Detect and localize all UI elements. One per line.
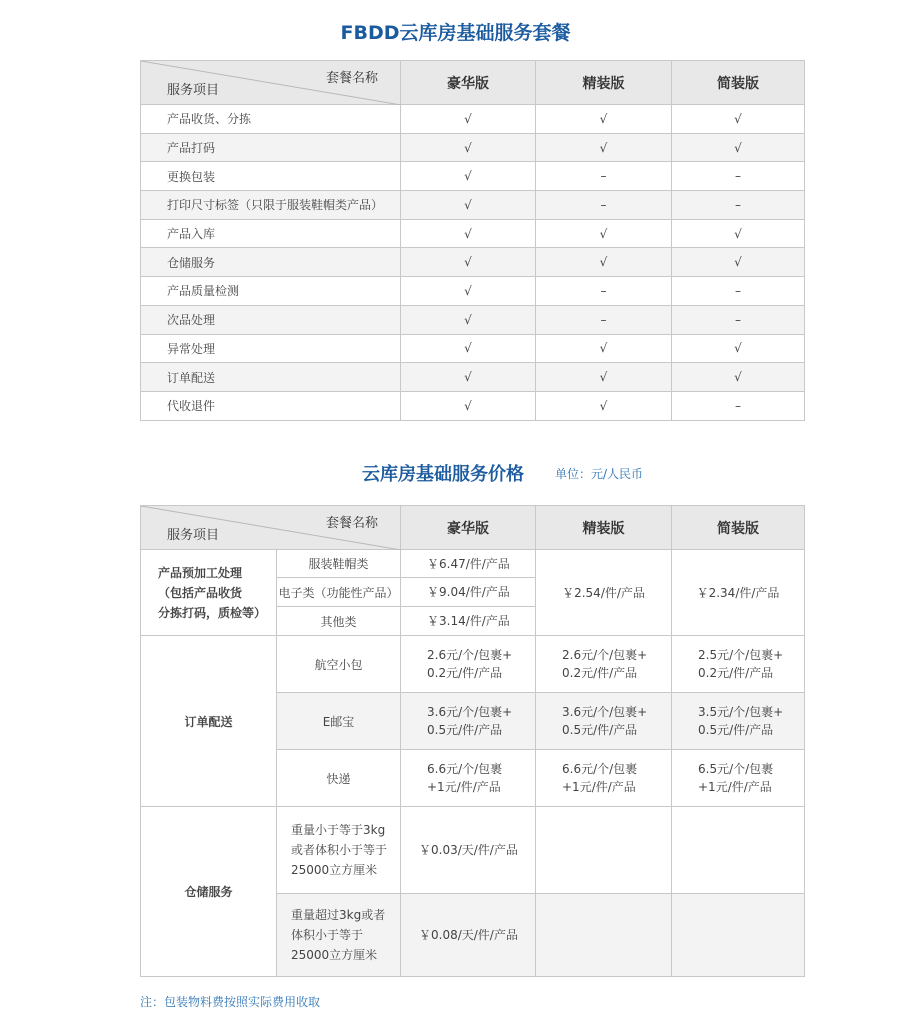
service-item: 打印尺寸标签（只限于服装鞋帽类产品） (141, 191, 401, 220)
deluxe-mark: √ (401, 162, 536, 191)
category-line: （包括产品收货 (158, 585, 243, 600)
price-title: 云库房基础服务价格 (362, 464, 524, 485)
refined-mark: – (536, 191, 672, 220)
deluxe-mark: √ (401, 334, 536, 363)
service-item: 产品质量检测 (141, 277, 401, 306)
refined-mark: – (536, 305, 672, 334)
sub-item: 重量超过3kg或者 体积小于等于 25000立方厘米 (277, 894, 401, 977)
service-row (141, 305, 805, 334)
simple-mark: √ (672, 219, 805, 248)
plan-refined: 精装版 (536, 506, 672, 550)
plan-simple: 简装版 (672, 506, 805, 550)
price-table-header (141, 506, 805, 550)
refined-price: ￥2.54/件/产品 (536, 550, 672, 636)
service-item: 订单配送 (141, 363, 401, 392)
service-item: 次品处理 (141, 305, 401, 334)
simple-mark: – (672, 162, 805, 191)
refined-price: 2.6元/个/包裹+ 0.2元/件/产品 (536, 636, 672, 693)
diagonal-header-cell (141, 61, 401, 105)
sub-item: 快递 (277, 750, 401, 807)
processing-category (141, 550, 277, 636)
simple-price (672, 894, 805, 977)
deluxe-mark: √ (401, 277, 536, 306)
sub-item: 其他类 (277, 607, 401, 636)
refined-price: 3.6元/个/包裹+ 0.5元/件/产品 (536, 693, 672, 750)
service-item: 仓储服务 (141, 248, 401, 277)
package-table-header (141, 61, 805, 105)
simple-mark: – (672, 277, 805, 306)
refined-mark: √ (536, 219, 672, 248)
storage-category: 仓储服务 (141, 807, 277, 977)
simple-mark: – (672, 391, 805, 420)
deluxe-mark: √ (401, 133, 536, 162)
refined-mark: √ (536, 133, 672, 162)
service-item: 异常处理 (141, 334, 401, 363)
service-item: 产品入库 (141, 219, 401, 248)
service-row (141, 391, 805, 420)
service-row (141, 334, 805, 363)
refined-mark: √ (536, 363, 672, 392)
deluxe-price: ￥3.14/件/产品 (401, 607, 536, 636)
sub-item: 电子类（功能性产品） (277, 578, 401, 607)
deluxe-mark: √ (401, 105, 536, 134)
service-row (141, 105, 805, 134)
simple-mark: √ (672, 133, 805, 162)
service-row (141, 363, 805, 392)
deluxe-mark: √ (401, 219, 536, 248)
sub-item: 航空小包 (277, 636, 401, 693)
deluxe-price: ￥0.08/天/件/产品 (401, 894, 536, 977)
header-plan-name: 套餐名称 (325, 516, 378, 531)
refined-mark: √ (536, 334, 672, 363)
delivery-row (141, 636, 805, 693)
service-item: 更换包装 (141, 162, 401, 191)
deluxe-mark: √ (401, 305, 536, 334)
refined-mark: – (536, 277, 672, 306)
deluxe-price: 6.6元/个/包裹 +1元/件/产品 (401, 750, 536, 807)
service-row (141, 277, 805, 306)
simple-mark: √ (672, 105, 805, 134)
header-service-item: 服务项目 (167, 83, 220, 98)
package-title: FBDD云库房基础服务套餐 (340, 22, 571, 44)
deluxe-price: ￥0.03/天/件/产品 (401, 807, 536, 894)
service-row (141, 162, 805, 191)
header-plan-name: 套餐名称 (325, 71, 378, 86)
service-item: 代收退件 (141, 391, 401, 420)
plan-deluxe: 豪华版 (401, 506, 536, 550)
simple-price: 3.5元/个/包裹+ 0.5元/件/产品 (672, 693, 805, 750)
simple-mark: √ (672, 334, 805, 363)
diagonal-header-cell (141, 506, 401, 550)
refined-mark: √ (536, 248, 672, 277)
deluxe-mark: √ (401, 363, 536, 392)
plan-refined: 精装版 (536, 61, 672, 105)
header-service-item: 服务项目 (167, 528, 220, 543)
deluxe-price: 2.6元/个/包裹+ 0.2元/件/产品 (401, 636, 536, 693)
package-table (140, 60, 805, 421)
deluxe-price: ￥6.47/件/产品 (401, 550, 536, 578)
simple-price: 6.5元/个/包裹 +1元/件/产品 (672, 750, 805, 807)
category-line: 产品预加工处理 (158, 565, 243, 580)
refined-price (536, 807, 672, 894)
simple-price: 2.5元/个/包裹+ 0.2元/件/产品 (672, 636, 805, 693)
footnote: 注：包装物料费按照实际费用收取 (140, 995, 321, 1009)
refined-price (536, 894, 672, 977)
refined-mark: √ (536, 105, 672, 134)
service-row (141, 133, 805, 162)
price-table (140, 505, 805, 977)
simple-mark: √ (672, 363, 805, 392)
category-line: 分拣打码，质检等） (158, 605, 267, 620)
sub-item: E邮宝 (277, 693, 401, 750)
plan-deluxe: 豪华版 (401, 61, 536, 105)
service-row (141, 191, 805, 220)
sub-item: 服装鞋帽类 (277, 550, 401, 578)
processing-row (141, 550, 805, 578)
simple-price (672, 807, 805, 894)
deluxe-mark: √ (401, 248, 536, 277)
refined-price: 6.6元/个/包裹 +1元/件/产品 (536, 750, 672, 807)
deluxe-price: 3.6元/个/包裹+ 0.5元/件/产品 (401, 693, 536, 750)
service-item: 产品收货、分拣 (141, 105, 401, 134)
service-item: 产品打码 (141, 133, 401, 162)
deluxe-mark: √ (401, 391, 536, 420)
deluxe-price: ￥9.04/件/产品 (401, 578, 536, 607)
deluxe-mark: √ (401, 191, 536, 220)
simple-mark: – (672, 191, 805, 220)
unit-label: 单位：元/人民币 (555, 467, 644, 481)
simple-price: ￥2.34/件/产品 (672, 550, 805, 636)
service-row (141, 248, 805, 277)
service-row (141, 219, 805, 248)
delivery-category: 订单配送 (141, 636, 277, 807)
plan-simple: 简装版 (672, 61, 805, 105)
sub-item: 重量小于等于3kg 或者体积小于等于 25000立方厘米 (277, 807, 401, 894)
simple-mark: – (672, 305, 805, 334)
simple-mark: √ (672, 248, 805, 277)
storage-row (141, 807, 805, 894)
refined-mark: – (536, 162, 672, 191)
refined-mark: √ (536, 391, 672, 420)
